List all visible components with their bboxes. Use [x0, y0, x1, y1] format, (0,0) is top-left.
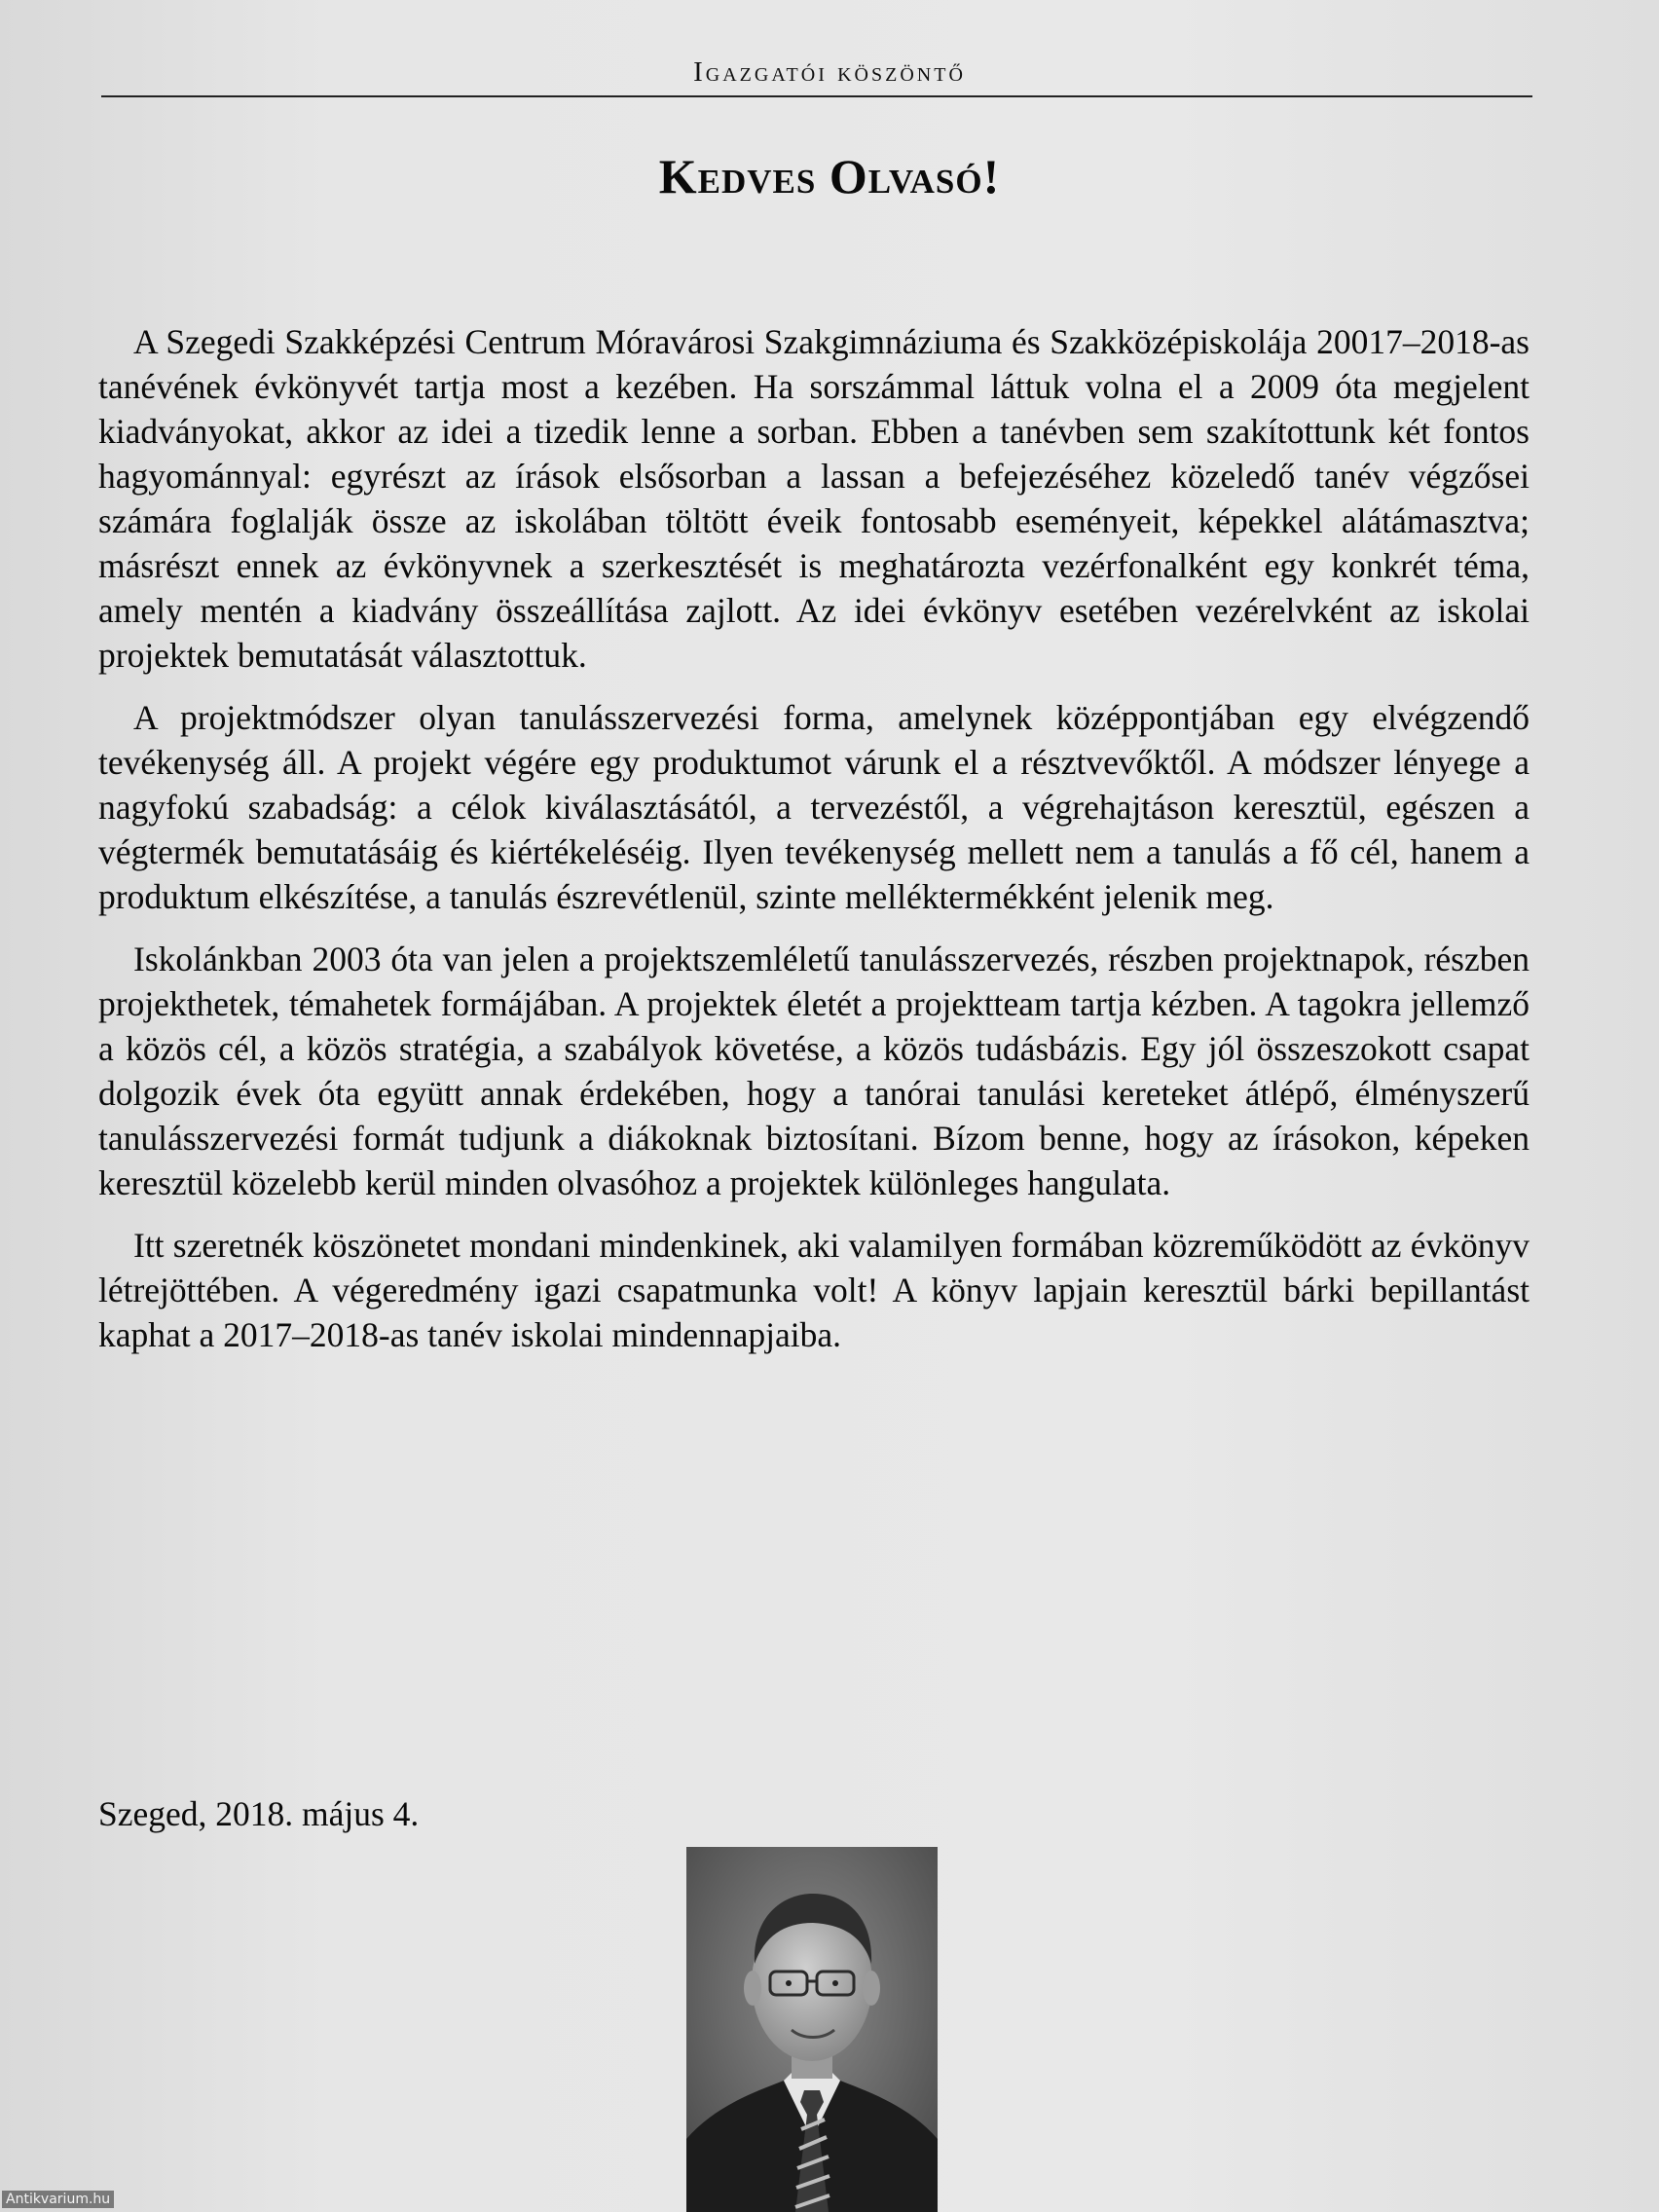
paragraph-1: A Szegedi Szakképzési Centrum Móravárosi Szakgimnáziuma és Szakközépiskolája 20017–2018-as tanévének évkönyvét tartja most a kezében. Ha sorszámmal láttuk volna el a 2009 óta megjelent kiadványokat, akkor az idei a tizedik lenne a sorban. Ebben a tanévben sem szakítottunk két fontos hagyománnyal: egyrészt az írások elsősorban a lassan a befejezéséhez közeledő tanév végzősei számára foglalják össze az iskolában töltött éveik fontosabb eseményeit, képekkel alátámasztva; másrészt ennek az évkönyvnek a szerkesztését is meghatározta vezérfonalként egy konkrét téma, amely mentén a kiadvány összeállítása zajlott. Az idei évkönyv esetében vezérelvként az iskolai projektek bemutatását választottuk.	[98, 322, 1530, 675]
portrait-illustration	[686, 1847, 938, 2212]
place-date: Szeged, 2018. május 4.	[98, 1794, 420, 1833]
portrait-photo	[686, 1847, 938, 2212]
running-head: Igazgatói köszöntő	[693, 56, 966, 88]
paragraph-2: A projektmódszer olyan tanulásszervezési forma, amelynek középpontjában egy elvégzendő tevékenység áll. A projekt végére egy produktumot várunk el a résztvevőktől. A módszer lényege a nagyfokú szabadság: a célok kiválasztásától, a tervezéstől, a végrehajtáson keresztül, egészen a végtermék bemutatásáig és kiértékeléséig. Ilyen tevékenység mellett nem a tanulás a fő cél, hanem a produktum elkészítése, a tanulás észrevétlenül, szinte melléktermékként jelenik meg.	[98, 698, 1530, 916]
watermark: Antikvarium.hu	[2, 2191, 114, 2208]
page-title: Kedves Olvasó!	[658, 149, 1001, 203]
paragraph-3: Iskolánkban 2003 óta van jelen a projektszemléletű tanulásszervezés, részben projektnapok, részben projekthetek, témahetek formájában. A projektek életét a projektteam tartja kézben. A tagokra jellemző a közös cél, a közös stratégia, a szabályok követése, a közös tudásbázis. Egy jól összeszokott csapat dolgozik évek óta együtt annak érdekében, hogy a tanórai tanulási kereteket átlépő, élményszerű tanulásszervezési formát tudjunk a diákoknak biztosítani. Bízom benne, hogy az írásokon, képeken keresztül közelebb kerül minden olvasóhoz a projektek különleges hangulata.	[98, 940, 1530, 1202]
article-body	[98, 319, 1530, 1375]
paragraph-4: Itt szeretnék köszönetet mondani mindenkinek, aki valamilyen formában közreműködött az évkönyv létrejöttében. A végeredmény igazi csapatmunka volt! A könyv lapjain keresztül bárki bepillantást kaphat a 2017–2018-as tanév iskolai mindennapjaiba.	[98, 1226, 1530, 1354]
header-rule	[101, 95, 1532, 97]
